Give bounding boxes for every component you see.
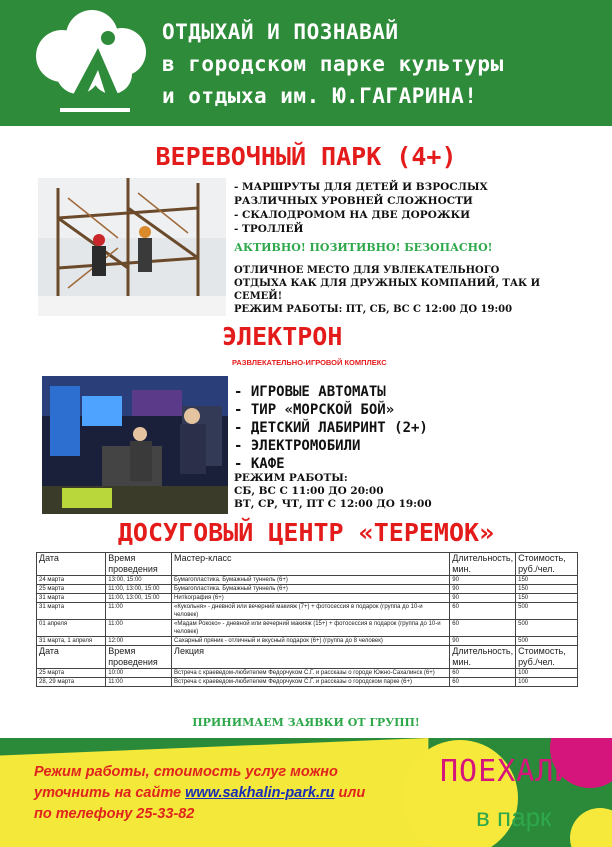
masterclass-table-body — [37, 553, 578, 646]
header-line-2: в городском парке культуры — [162, 52, 504, 76]
rope-park-features — [234, 180, 488, 236]
website-link[interactable]: www.sakhalin-park.ru — [185, 785, 335, 801]
footer-info — [34, 762, 365, 825]
cell-time: 12:00 — [106, 637, 172, 646]
header-price: Стоимость, руб./чел. — [516, 646, 578, 669]
cell-time: 11:00 — [106, 603, 172, 620]
schedule-table — [36, 552, 578, 687]
electron-title: ЭЛЕКТРОН — [222, 322, 343, 351]
cell-time: 11:00 — [106, 620, 172, 637]
electron-photo — [42, 376, 228, 514]
rope-park-slogan: АКТИВНО! ПОЗИТИВНО! БЕЗОПАСНО! — [234, 241, 493, 254]
table-row — [37, 620, 578, 637]
cell-price: 500 — [516, 637, 578, 646]
electron-feature-4: - ЭЛЕКТРОМОБИЛИ — [234, 438, 361, 454]
cell-price: 100 — [516, 669, 578, 678]
cell-price: 150 — [516, 594, 578, 603]
electron-hours-1: РЕЖИМ РАБОТЫ: — [234, 472, 348, 484]
header-line-3: и отдыха им. Ю.ГАГАРИНА! — [162, 84, 478, 108]
cell-duration: 90 — [450, 585, 516, 594]
rope-desc-4: РЕЖИМ РАБОТЫ: ПТ, СБ, ВС С 12:00 ДО 19:00 — [234, 304, 513, 315]
electron-feature-3: - ДЕТСКИЙ ЛАБИРИНТ (2+) — [234, 420, 428, 436]
rope-park-title: ВЕРЕВОЧНЫЙ ПАРК (4+) — [155, 142, 457, 171]
table-row — [37, 669, 578, 678]
cell-title: Встреча с краеведом-любителем Федорчуком С.Г. и рассказы о городе Южно-Сахалинск (6+) — [172, 669, 450, 678]
cell-date: 31 марта — [37, 594, 106, 603]
park-logo-icon — [20, 8, 160, 120]
groups-note: ПРИНИМАЕМ ЗАЯВКИ ОТ ГРУПП! — [192, 716, 420, 729]
header-price: Стоимость, руб./чел. — [516, 553, 578, 576]
rope-feature-2: РАЗЛИЧНЫХ УРОВНЕЙ СЛОЖНОСТИ — [234, 195, 473, 207]
cell-duration: 90 — [450, 576, 516, 585]
footer-line-2-suffix: или — [334, 785, 366, 801]
footer-line-2 — [34, 783, 365, 804]
electron-subtitle: РАЗВЛЕКАТЕЛЬНО-ИГРОВОЙ КОМПЛЕКС — [232, 358, 387, 367]
header-banner — [0, 0, 612, 126]
cell-date: 28, 29 марта — [37, 678, 106, 687]
electron-hours — [234, 472, 432, 511]
cell-duration: 60 — [450, 669, 516, 678]
header-duration: Длительность, мин. — [450, 553, 516, 576]
cell-price: 500 — [516, 603, 578, 620]
electron-feature-5: - КАФЕ — [234, 456, 285, 472]
cell-date: 24 марта — [37, 576, 106, 585]
cell-duration: 60 — [450, 620, 516, 637]
cell-duration: 60 — [450, 678, 516, 687]
header-date: Дата — [37, 553, 106, 576]
table-row — [37, 637, 578, 646]
cell-title: Бумагопластика. Бумажный туннель (6+) — [172, 576, 450, 585]
electron-feature-1: - ИГРОВЫЕ АВТОМАТЫ — [234, 384, 386, 400]
rope-feature-4: - ТРОЛЛЕЙ — [234, 223, 304, 235]
rope-park-photo — [38, 178, 226, 316]
rope-desc-2: ОТДЫХА КАК ДЛЯ ДРУЖНЫХ КОМПАНИЙ, ТАК И — [234, 278, 541, 289]
cell-title: Сахарный пряник - отличный и вкусный подарок (6+) (группа до 8 человек) — [172, 637, 450, 646]
cell-time: 11:00 — [106, 678, 172, 687]
electron-features — [234, 383, 428, 473]
table-row — [37, 678, 578, 687]
header-masterclass: Мастер-класс — [172, 553, 450, 576]
footer-line-2-prefix: уточнить на сайте — [34, 785, 186, 801]
rope-desc-3: СЕМЕЙ! — [234, 291, 283, 302]
cell-time: 11:00, 13:00, 15:00 — [106, 585, 172, 594]
cell-date: 25 марта — [37, 585, 106, 594]
cell-title: Бумагопластика. Бумажный туннель (6+) — [172, 585, 450, 594]
footer-line-1: Режим работы, стоимость услуг можно — [34, 764, 338, 780]
cell-price: 150 — [516, 585, 578, 594]
cell-title: «Кукольня» - дневной или вечерний макияж (7+) + фотосессия в подарок (группа до 10-и человек) — [172, 603, 450, 620]
cell-duration: 90 — [450, 637, 516, 646]
cell-price: 500 — [516, 620, 578, 637]
header-duration: Длительность, мин. — [450, 646, 516, 669]
cell-time: 13:00, 15:00 — [106, 576, 172, 585]
cell-date: 31 марта, 1 апреля — [37, 637, 106, 646]
rope-park-description — [234, 264, 540, 316]
electron-hours-3: ВТ, СР, ЧТ, ПТ С 12:00 ДО 19:00 — [234, 498, 432, 510]
header-time: Время проведения — [106, 553, 172, 576]
cell-title: Нитkография (6+) — [172, 594, 450, 603]
rope-feature-3: - СКАЛОДРОМОМ НА ДВЕ ДОРОЖКИ — [234, 209, 471, 221]
cell-price: 150 — [516, 576, 578, 585]
cell-time: 10:00 — [106, 669, 172, 678]
header-line-1: ОТДЫХАЙ И ПОЗНАВАЙ — [162, 20, 399, 44]
header-date: Дата — [37, 646, 106, 669]
table-row — [37, 594, 578, 603]
teremok-title: ДОСУГОВЫЙ ЦЕНТР «ТЕРЕМОК» — [117, 518, 495, 547]
electron-feature-2: - ТИР «МОРСКОЙ БОЙ» — [234, 402, 395, 418]
cell-duration: 90 — [450, 594, 516, 603]
footer-slogan-main: ПОЕХАЛИ! — [440, 754, 593, 789]
cell-date: 31 марта — [37, 603, 106, 620]
cell-title: Встреча с краеведом-любителем Федорчуком С.Г. и рассказы о городском парке (6+) — [172, 678, 450, 687]
footer-slogan-sub: в парк — [476, 802, 552, 832]
rope-desc-1: ОТЛИЧНОЕ МЕСТО ДЛЯ УВЛЕКАТЕЛЬНОГО — [234, 265, 500, 276]
footer-line-3: по телефону 25-33-82 — [34, 806, 195, 822]
table-row — [37, 603, 578, 620]
cell-time: 11:00, 13:00, 15:00 — [106, 594, 172, 603]
cell-title: «Мадам Рококо» - дневной или вечерний макияж (15+) + фотосессия в подарок (группа до 10-и человек) — [172, 620, 450, 637]
cell-duration: 60 — [450, 603, 516, 620]
rope-feature-1: - МАРШРУТЫ ДЛЯ ДЕТЕЙ И ВЗРОСЛЫХ — [234, 181, 488, 193]
cell-price: 100 — [516, 678, 578, 687]
lecture-table-body — [37, 646, 578, 687]
cell-date: 25 марта — [37, 669, 106, 678]
header-time: Время проведения — [106, 646, 172, 669]
table-header-row — [37, 646, 578, 669]
electron-hours-2: СБ, ВС С 11:00 ДО 20:00 — [234, 485, 384, 497]
cell-date: 01 апреля — [37, 620, 106, 637]
header-lecture: Лекция — [172, 646, 450, 669]
table-row — [37, 576, 578, 585]
table-header-row — [37, 553, 578, 576]
table-row — [37, 585, 578, 594]
